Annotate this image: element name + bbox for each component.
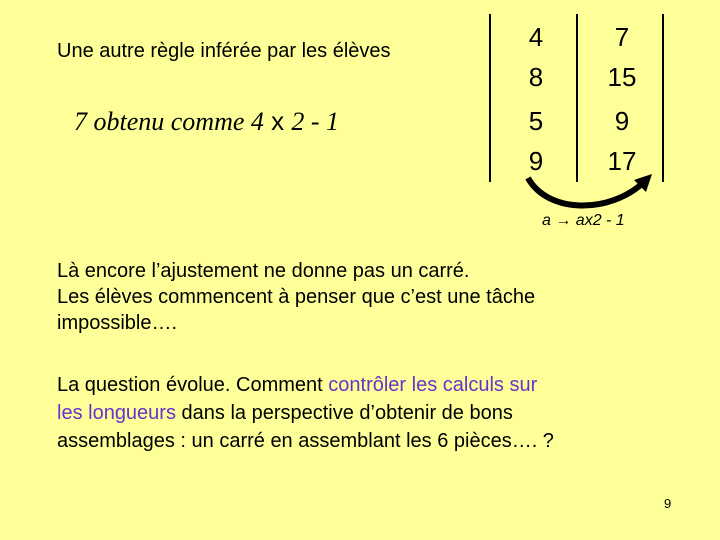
formula-rest: 2 - 1 bbox=[291, 107, 340, 136]
table-cell-left-3: 5 bbox=[528, 106, 544, 136]
paragraph2-text: dans la perspective d’obtenir de bons bbox=[175, 402, 513, 424]
table-cell-left-4: 9 bbox=[528, 146, 544, 176]
paragraph1-line: Là encore l’ajustement ne donne pas un carré. bbox=[57, 260, 470, 282]
table-cell-right-4: 17 bbox=[607, 146, 637, 176]
table-cell-right-1: 7 bbox=[614, 22, 630, 52]
paragraph2-line: assemblages : un carré en assemblant les 6 pièces…. ? bbox=[57, 430, 554, 452]
table-cell-right-3: 9 bbox=[614, 106, 630, 136]
paragraph-question bbox=[57, 371, 697, 455]
paragraph2-text: La question évolue. Comment bbox=[57, 374, 329, 396]
formula-text: 7 obtenu comme 4 bbox=[74, 107, 264, 136]
mapping-label: a → ax2 - 1 bbox=[542, 212, 625, 229]
highlight-text: les longueurs bbox=[57, 402, 176, 424]
page-number: 9 bbox=[664, 496, 672, 511]
table-cell-left-1: 4 bbox=[528, 22, 544, 52]
table-cell-left-2: 8 bbox=[528, 62, 544, 92]
paragraph2-line bbox=[57, 399, 697, 427]
paragraph-adjustment bbox=[57, 258, 697, 336]
formula-operator: x bbox=[263, 106, 292, 136]
table-cell-right-2: 15 bbox=[607, 62, 637, 92]
paragraph1-line: Les élèves commencent à penser que c’est une tâche bbox=[57, 286, 536, 308]
rule-title: Une autre règle inférée par les élèves bbox=[57, 40, 391, 62]
paragraph1-line: impossible…. bbox=[57, 312, 178, 334]
curved-arrow-icon bbox=[528, 178, 644, 206]
paragraph2-line bbox=[57, 371, 697, 399]
highlight-text: contrôler les calculs sur bbox=[328, 374, 538, 396]
